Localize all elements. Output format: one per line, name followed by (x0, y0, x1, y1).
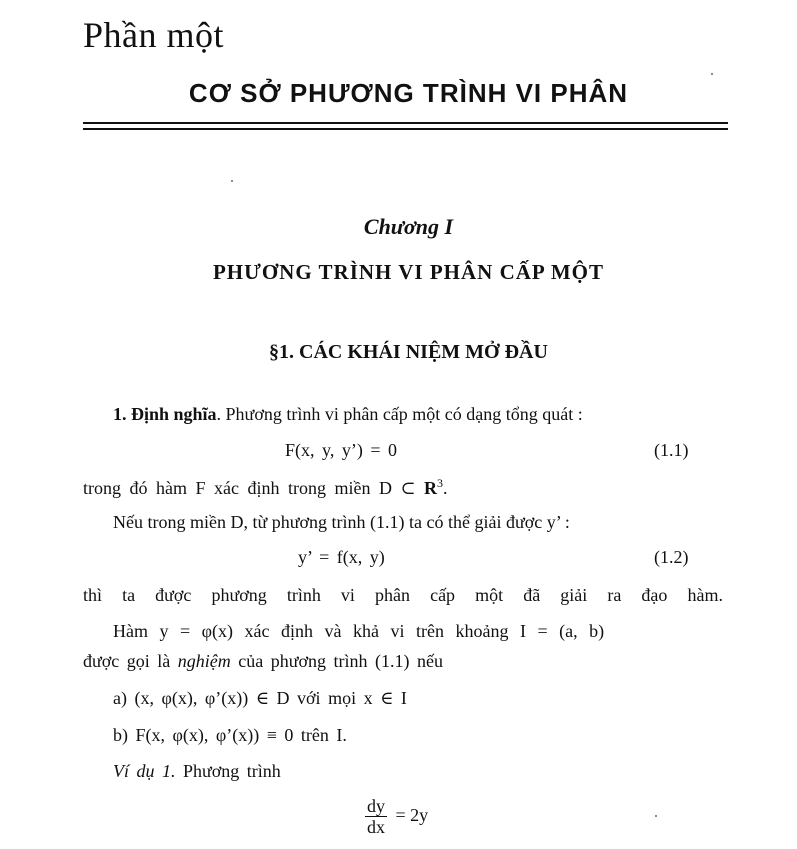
derivative-fraction (365, 796, 387, 837)
condition-b: b) F(x, φ(x), φ’(x)) ≡ 0 trên I. (113, 725, 347, 745)
section-title: §1. CÁC KHÁI NIỆM MỞ ĐẦU (269, 341, 548, 363)
definition-paragraph (113, 404, 583, 425)
equation-1-2-number: (1.2) (654, 547, 689, 567)
line-if: Nếu trong miền D, từ phương trình (1.1) ta có thể giải được y’ : (113, 512, 570, 532)
heading-rule-bottom (83, 128, 728, 130)
domain-line (83, 476, 448, 499)
fraction-denominator: dx (367, 817, 385, 837)
main-heading: CƠ SỞ PHƯƠNG TRÌNH VI PHÂN (188, 78, 629, 108)
line-called (83, 651, 443, 672)
equation-rhs: = 2y (395, 804, 429, 825)
condition-a: a) (x, φ(x), φ’(x)) ∈ D với mọi x ∈ I (113, 688, 407, 708)
speck-2 (231, 180, 233, 182)
example-label: Ví dụ 1. (113, 761, 176, 781)
speck-1 (711, 73, 713, 75)
definition-label: 1. Định nghĩa (113, 404, 217, 424)
real-exponent: 3 (437, 476, 444, 490)
called-emph: nghiệm (177, 651, 231, 671)
equation-1-2: y’ = f(x, y) (298, 547, 385, 567)
equation-1-1: F(x, y, y’) = 0 (285, 440, 397, 460)
equation-1-1-number: (1.1) (654, 440, 689, 460)
equation-example (365, 796, 428, 837)
called-before: được gọi là (83, 651, 178, 671)
chapter-label: Chương I (363, 214, 454, 239)
fraction-numerator: dy (367, 796, 385, 816)
chapter-title: PHƯƠNG TRÌNH VI PHÂN CẤP MỘT (212, 260, 605, 284)
definition-text: . Phương trình vi phân cấp một có dạng tổng quát : (216, 404, 583, 424)
line-function: Hàm y = φ(x) xác định và khả vi trên khoảng I = (a, b) (113, 621, 605, 641)
domain-end: . (443, 478, 448, 498)
real-symbol: R (424, 478, 438, 498)
line-then: thì ta được phương trình vi phân cấp một đã giải ra đạo hàm. (83, 585, 723, 605)
example-text: Phương trình (175, 761, 281, 781)
heading-rule-top (83, 122, 728, 124)
part-title: Phần một (83, 15, 225, 55)
domain-text: trong đó hàm F xác định trong miền D ⊂ (83, 478, 425, 498)
called-after: của phương trình (1.1) nếu (230, 651, 443, 671)
speck-3 (655, 815, 657, 817)
example-line (113, 761, 281, 782)
